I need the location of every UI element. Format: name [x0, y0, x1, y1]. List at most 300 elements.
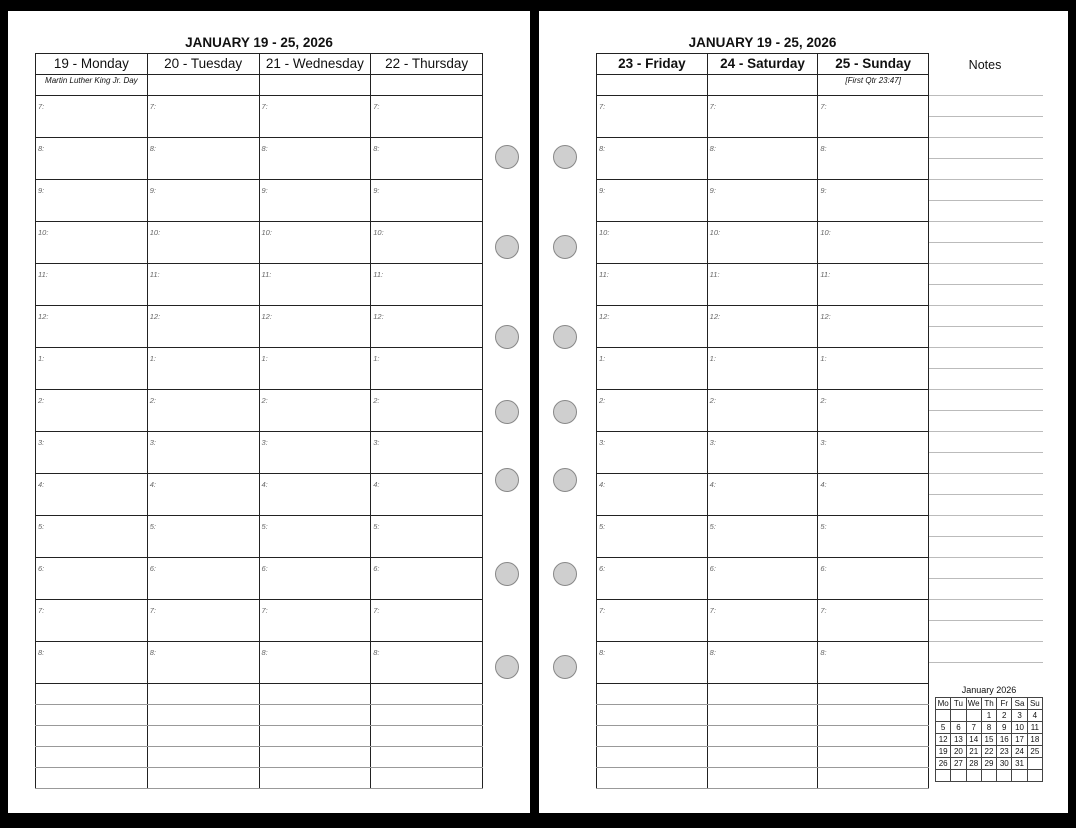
hour-label: 2:	[820, 396, 827, 405]
hour-row	[36, 306, 483, 348]
hour-row	[36, 180, 483, 222]
hour-slot[interactable]	[597, 264, 708, 306]
extra-line[interactable]	[36, 684, 148, 705]
hour-slot[interactable]	[36, 96, 148, 138]
hour-label: 7:	[373, 102, 380, 111]
right-week-grid	[596, 53, 929, 789]
hour-slot[interactable]	[371, 222, 483, 264]
hour-label: 12:	[373, 312, 384, 321]
hour-slot[interactable]	[371, 390, 483, 432]
day-header: 20 - Tuesday	[147, 54, 259, 75]
hour-label: 1:	[373, 354, 380, 363]
extra-line[interactable]	[818, 768, 929, 789]
hour-slot[interactable]	[597, 516, 708, 558]
day-header: 24 - Saturday	[707, 54, 818, 75]
day-note: Martin Luther King Jr. Day	[36, 75, 148, 96]
day-header: 21 - Wednesday	[259, 54, 371, 75]
extra-line-row	[597, 726, 929, 747]
hour-slot[interactable]	[597, 180, 708, 222]
hour-label: 9:	[599, 186, 606, 195]
hour-slot[interactable]	[707, 222, 818, 264]
hour-slot[interactable]	[818, 222, 929, 264]
extra-line-row	[36, 726, 483, 747]
extra-line[interactable]	[597, 705, 708, 726]
mini-calendar-week	[936, 722, 1043, 734]
extra-line[interactable]	[371, 747, 483, 768]
hour-label: 8:	[820, 144, 827, 153]
hour-label: 7:	[820, 606, 827, 615]
notes-line[interactable]	[929, 326, 1043, 327]
hour-label: 3:	[261, 438, 268, 447]
notes-line[interactable]	[929, 389, 1043, 390]
hour-slot[interactable]	[36, 138, 148, 180]
hour-row	[597, 474, 929, 516]
hour-label: 6:	[38, 564, 45, 573]
mini-calendar-day: 29	[981, 758, 996, 770]
hour-label: 2:	[149, 396, 157, 405]
hour-slot[interactable]	[36, 474, 148, 516]
hour-slot[interactable]	[818, 306, 929, 348]
hour-label: 1:	[820, 354, 827, 363]
hour-slot[interactable]	[597, 474, 708, 516]
hour-label: 7:	[709, 102, 716, 111]
hour-label: 5:	[599, 522, 606, 531]
mini-calendar-day: 2	[997, 710, 1012, 722]
notes-line[interactable]	[929, 242, 1043, 243]
extra-line[interactable]	[36, 726, 148, 747]
hour-label: 11:	[38, 270, 48, 279]
extra-line[interactable]	[147, 726, 259, 747]
extra-line[interactable]	[259, 726, 371, 747]
extra-line[interactable]	[597, 747, 708, 768]
mini-calendar-day	[1012, 770, 1027, 782]
mini-calendar-title: January 2026	[961, 685, 1017, 695]
hour-label: 10:	[820, 228, 831, 237]
hour-label: 9:	[38, 186, 45, 195]
notes-line[interactable]	[929, 536, 1043, 537]
hour-slot[interactable]	[597, 642, 708, 684]
hour-slot[interactable]	[36, 348, 148, 390]
notes-line[interactable]	[929, 368, 1043, 369]
hour-label: 10:	[38, 228, 49, 237]
hour-slot[interactable]	[818, 432, 929, 474]
extra-line[interactable]	[371, 684, 483, 705]
left-page-title: JANUARY 19 - 25, 2026	[185, 35, 333, 50]
hour-row	[36, 516, 483, 558]
hour-row	[597, 96, 929, 138]
day-header: 23 - Friday	[597, 54, 708, 75]
right-page	[539, 11, 1068, 813]
extra-line-row	[36, 705, 483, 726]
binder-hole	[495, 325, 519, 349]
hour-slot[interactable]	[707, 390, 818, 432]
hour-slot[interactable]	[259, 642, 371, 684]
hour-slot[interactable]	[147, 474, 259, 516]
hour-label: 7:	[709, 606, 716, 615]
hour-label: 1:	[599, 354, 606, 363]
hour-slot[interactable]	[36, 600, 148, 642]
hour-label: 7:	[373, 606, 380, 615]
hour-row	[36, 348, 483, 390]
mini-calendar-day: 21	[966, 746, 981, 758]
extra-line[interactable]	[259, 684, 371, 705]
extra-line[interactable]	[707, 684, 818, 705]
day-note	[259, 75, 371, 96]
notes-line[interactable]	[929, 95, 1043, 96]
notes-line[interactable]	[929, 116, 1043, 117]
extra-line[interactable]	[818, 726, 929, 747]
mini-calendar-weekday: Sa	[1012, 698, 1027, 710]
extra-line-row	[36, 747, 483, 768]
extra-line[interactable]	[818, 747, 929, 768]
hour-slot[interactable]	[259, 558, 371, 600]
extra-line[interactable]	[371, 726, 483, 747]
extra-line-row	[597, 768, 929, 789]
hour-slot[interactable]	[597, 348, 708, 390]
hour-slot[interactable]	[371, 348, 483, 390]
notes-line[interactable]	[929, 284, 1043, 285]
mini-calendar-week	[936, 758, 1043, 770]
hour-slot[interactable]	[259, 390, 371, 432]
day-note: [First Qtr 23:47]	[818, 75, 929, 96]
hour-slot[interactable]	[818, 390, 929, 432]
hour-slot[interactable]	[259, 600, 371, 642]
mini-calendar-day	[966, 770, 981, 782]
hour-label: 8:	[709, 144, 716, 153]
mini-calendar-week	[936, 770, 1043, 782]
hour-slot[interactable]	[259, 432, 371, 474]
hour-label: 7:	[149, 606, 157, 615]
hour-slot[interactable]	[147, 348, 259, 390]
mini-calendar-day: 30	[997, 758, 1012, 770]
hour-slot[interactable]	[818, 138, 929, 180]
hour-row	[36, 558, 483, 600]
hour-slot[interactable]	[371, 180, 483, 222]
hour-label: 1:	[261, 354, 268, 363]
hour-slot[interactable]	[707, 348, 818, 390]
mini-calendar-day: 13	[951, 734, 966, 746]
hour-slot[interactable]	[371, 306, 483, 348]
hour-slot[interactable]	[707, 264, 818, 306]
hour-label: 5:	[149, 522, 157, 531]
mini-calendar-weekday: Tu	[951, 698, 966, 710]
hour-slot[interactable]	[707, 516, 818, 558]
hour-label: 2:	[373, 396, 380, 405]
hour-slot[interactable]	[259, 222, 371, 264]
hour-slot[interactable]	[707, 558, 818, 600]
hour-slot[interactable]	[147, 432, 259, 474]
hour-label: 4:	[373, 480, 380, 489]
hour-slot[interactable]	[818, 264, 929, 306]
mini-calendar-day: 7	[966, 722, 981, 734]
extra-line[interactable]	[818, 684, 929, 705]
notes-line[interactable]	[929, 578, 1043, 579]
notes-line[interactable]	[929, 347, 1043, 348]
hour-label: 5:	[261, 522, 268, 531]
hour-slot[interactable]	[36, 222, 148, 264]
extra-line[interactable]	[597, 768, 708, 789]
hour-slot[interactable]	[371, 600, 483, 642]
notes-line[interactable]	[929, 410, 1043, 411]
hour-slot[interactable]	[259, 138, 371, 180]
hour-label: 6:	[373, 564, 380, 573]
hour-label: 8:	[38, 648, 45, 657]
hour-slot[interactable]	[147, 390, 259, 432]
extra-line[interactable]	[259, 747, 371, 768]
hour-slot[interactable]	[259, 516, 371, 558]
hour-row	[36, 600, 483, 642]
hour-slot[interactable]	[818, 600, 929, 642]
binder-hole	[495, 400, 519, 424]
notes-line[interactable]	[929, 179, 1043, 180]
extra-line[interactable]	[147, 747, 259, 768]
hour-label: 3:	[149, 438, 157, 447]
hour-slot[interactable]	[818, 642, 929, 684]
extra-line[interactable]	[597, 726, 708, 747]
hour-slot[interactable]	[259, 474, 371, 516]
hour-label: 1:	[149, 354, 157, 363]
hour-row	[597, 306, 929, 348]
binder-hole	[553, 400, 577, 424]
notes-line[interactable]	[929, 599, 1043, 600]
hour-label: 4:	[820, 480, 827, 489]
hour-slot[interactable]	[707, 96, 818, 138]
day-header-row	[36, 54, 483, 75]
hour-slot[interactable]	[371, 642, 483, 684]
extra-line[interactable]	[147, 705, 259, 726]
hour-label: 8:	[373, 648, 380, 657]
day-note-row	[597, 75, 929, 96]
hour-label: 11:	[599, 270, 609, 279]
hour-slot[interactable]	[259, 348, 371, 390]
mini-calendar-day: 10	[1012, 722, 1027, 734]
notes-line[interactable]	[929, 557, 1043, 558]
hour-slot[interactable]	[259, 96, 371, 138]
hour-slot[interactable]	[371, 96, 483, 138]
hour-slot[interactable]	[147, 642, 259, 684]
binder-hole	[553, 655, 577, 679]
hour-slot[interactable]	[36, 306, 148, 348]
hour-label: 11:	[709, 270, 720, 279]
notes-line[interactable]	[929, 158, 1043, 159]
hour-slot[interactable]	[597, 600, 708, 642]
hour-label: 10:	[373, 228, 384, 237]
extra-line[interactable]	[259, 768, 371, 789]
right-page-title: JANUARY 19 - 25, 2026	[688, 35, 837, 50]
hour-label: 7:	[599, 606, 606, 615]
hour-slot[interactable]	[707, 600, 818, 642]
hour-slot[interactable]	[371, 558, 483, 600]
hour-slot[interactable]	[36, 432, 148, 474]
notes-line[interactable]	[929, 137, 1043, 138]
notes-title: Notes	[968, 58, 1002, 72]
hour-label: 5:	[373, 522, 380, 531]
hour-slot[interactable]	[371, 474, 483, 516]
hour-slot[interactable]	[147, 306, 259, 348]
mini-calendar-day: 22	[981, 746, 996, 758]
binder-hole	[553, 145, 577, 169]
hour-slot[interactable]	[36, 264, 148, 306]
hour-slot[interactable]	[147, 558, 259, 600]
hour-slot[interactable]	[597, 432, 708, 474]
hour-slot[interactable]	[597, 96, 708, 138]
hour-slot[interactable]	[147, 516, 259, 558]
hour-row	[597, 222, 929, 264]
notes-line[interactable]	[929, 515, 1043, 516]
hour-slot[interactable]	[707, 474, 818, 516]
binder-hole	[553, 235, 577, 259]
hour-row	[36, 474, 483, 516]
hour-slot[interactable]	[597, 306, 708, 348]
extra-line[interactable]	[707, 705, 818, 726]
notes-line[interactable]	[929, 473, 1043, 474]
day-header: 25 - Sunday	[818, 54, 929, 75]
notes-line[interactable]	[929, 662, 1043, 663]
binder-hole	[495, 468, 519, 492]
binder-hole	[553, 325, 577, 349]
mini-calendar-day: 11	[1027, 722, 1042, 734]
day-header: 19 - Monday	[36, 54, 148, 75]
hour-slot[interactable]	[147, 222, 259, 264]
hour-slot[interactable]	[147, 264, 259, 306]
hour-slot[interactable]	[597, 138, 708, 180]
hour-slot[interactable]	[36, 642, 148, 684]
binder-hole	[553, 562, 577, 586]
extra-line[interactable]	[707, 726, 818, 747]
extra-line[interactable]	[707, 747, 818, 768]
notes-line[interactable]	[929, 431, 1043, 432]
hour-slot[interactable]	[259, 264, 371, 306]
extra-line[interactable]	[818, 705, 929, 726]
hour-label: 8:	[599, 648, 606, 657]
hour-slot[interactable]	[259, 180, 371, 222]
hour-label: 5:	[709, 522, 716, 531]
hour-slot[interactable]	[371, 516, 483, 558]
hour-slot[interactable]	[818, 558, 929, 600]
extra-line[interactable]	[36, 747, 148, 768]
hour-slot[interactable]	[371, 264, 483, 306]
hour-slot[interactable]	[147, 138, 259, 180]
hour-slot[interactable]	[259, 306, 371, 348]
extra-line[interactable]	[707, 768, 818, 789]
hour-row	[597, 348, 929, 390]
hour-slot[interactable]	[36, 558, 148, 600]
hour-slot[interactable]	[818, 96, 929, 138]
hour-slot[interactable]	[371, 138, 483, 180]
hour-label: 2:	[38, 396, 45, 405]
extra-line[interactable]	[36, 768, 148, 789]
hour-slot[interactable]	[597, 390, 708, 432]
mini-calendar-day: 6	[951, 722, 966, 734]
hour-label: 7:	[820, 102, 827, 111]
hour-label: 12:	[709, 312, 721, 321]
hour-slot[interactable]	[818, 180, 929, 222]
hour-label: 12:	[149, 312, 161, 321]
hour-label: 6:	[599, 564, 606, 573]
hour-row	[36, 390, 483, 432]
hour-slot[interactable]	[707, 180, 818, 222]
mini-calendar-day: 26	[936, 758, 951, 770]
hour-slot[interactable]	[818, 348, 929, 390]
mini-calendar-weekdays	[936, 698, 1043, 710]
extra-line[interactable]	[36, 705, 148, 726]
mini-calendar-day: 4	[1027, 710, 1042, 722]
extra-line[interactable]	[259, 705, 371, 726]
hour-slot[interactable]	[147, 600, 259, 642]
mini-calendar-day	[951, 710, 966, 722]
mini-calendar-day	[936, 770, 951, 782]
hour-slot[interactable]	[371, 432, 483, 474]
day-note	[707, 75, 818, 96]
hour-slot[interactable]	[707, 432, 818, 474]
hour-slot[interactable]	[818, 474, 929, 516]
mini-calendar-day: 18	[1027, 734, 1042, 746]
hour-row	[36, 222, 483, 264]
hour-row	[36, 642, 483, 684]
notes-line[interactable]	[929, 452, 1043, 453]
hour-slot[interactable]	[36, 390, 148, 432]
hour-label: 4:	[38, 480, 45, 489]
extra-line-row	[597, 747, 929, 768]
hour-label: 7:	[149, 102, 157, 111]
mini-calendar-day: 25	[1027, 746, 1042, 758]
hour-label: 1:	[38, 354, 45, 363]
hour-slot[interactable]	[36, 516, 148, 558]
notes-line[interactable]	[929, 305, 1043, 306]
hour-slot[interactable]	[707, 138, 818, 180]
hour-label: 10:	[599, 228, 610, 237]
binder-hole	[495, 235, 519, 259]
mini-calendar-day: 23	[997, 746, 1012, 758]
mini-calendar-day	[1027, 770, 1042, 782]
hour-slot[interactable]	[147, 180, 259, 222]
hour-label: 6:	[709, 564, 716, 573]
extra-line[interactable]	[371, 705, 483, 726]
extra-line[interactable]	[147, 684, 259, 705]
notes-line[interactable]	[929, 221, 1043, 222]
hour-label: 6:	[261, 564, 268, 573]
hour-row	[597, 558, 929, 600]
hour-slot[interactable]	[707, 306, 818, 348]
extra-line[interactable]	[147, 768, 259, 789]
extra-line[interactable]	[371, 768, 483, 789]
hour-label: 9:	[261, 186, 268, 195]
hour-slot[interactable]	[707, 642, 818, 684]
notes-line[interactable]	[929, 263, 1043, 264]
mini-calendar-day: 20	[951, 746, 966, 758]
hour-row	[597, 516, 929, 558]
hour-slot[interactable]	[818, 516, 929, 558]
notes-line[interactable]	[929, 641, 1043, 642]
mini-calendar-week	[936, 734, 1043, 746]
hour-slot[interactable]	[147, 96, 259, 138]
hour-slot[interactable]	[597, 222, 708, 264]
notes-line[interactable]	[929, 200, 1043, 201]
hour-row	[597, 138, 929, 180]
hour-label: 11:	[373, 270, 384, 279]
hour-slot[interactable]	[36, 180, 148, 222]
extra-line[interactable]	[597, 684, 708, 705]
hour-label: 9:	[373, 186, 380, 195]
notes-line[interactable]	[929, 494, 1043, 495]
mini-calendar-day	[1027, 758, 1042, 770]
notes-line[interactable]	[929, 620, 1043, 621]
hour-label: 2:	[261, 396, 268, 405]
hour-label: 7:	[599, 102, 606, 111]
hour-slot[interactable]	[597, 558, 708, 600]
mini-calendar-day: 9	[997, 722, 1012, 734]
hour-row	[36, 96, 483, 138]
